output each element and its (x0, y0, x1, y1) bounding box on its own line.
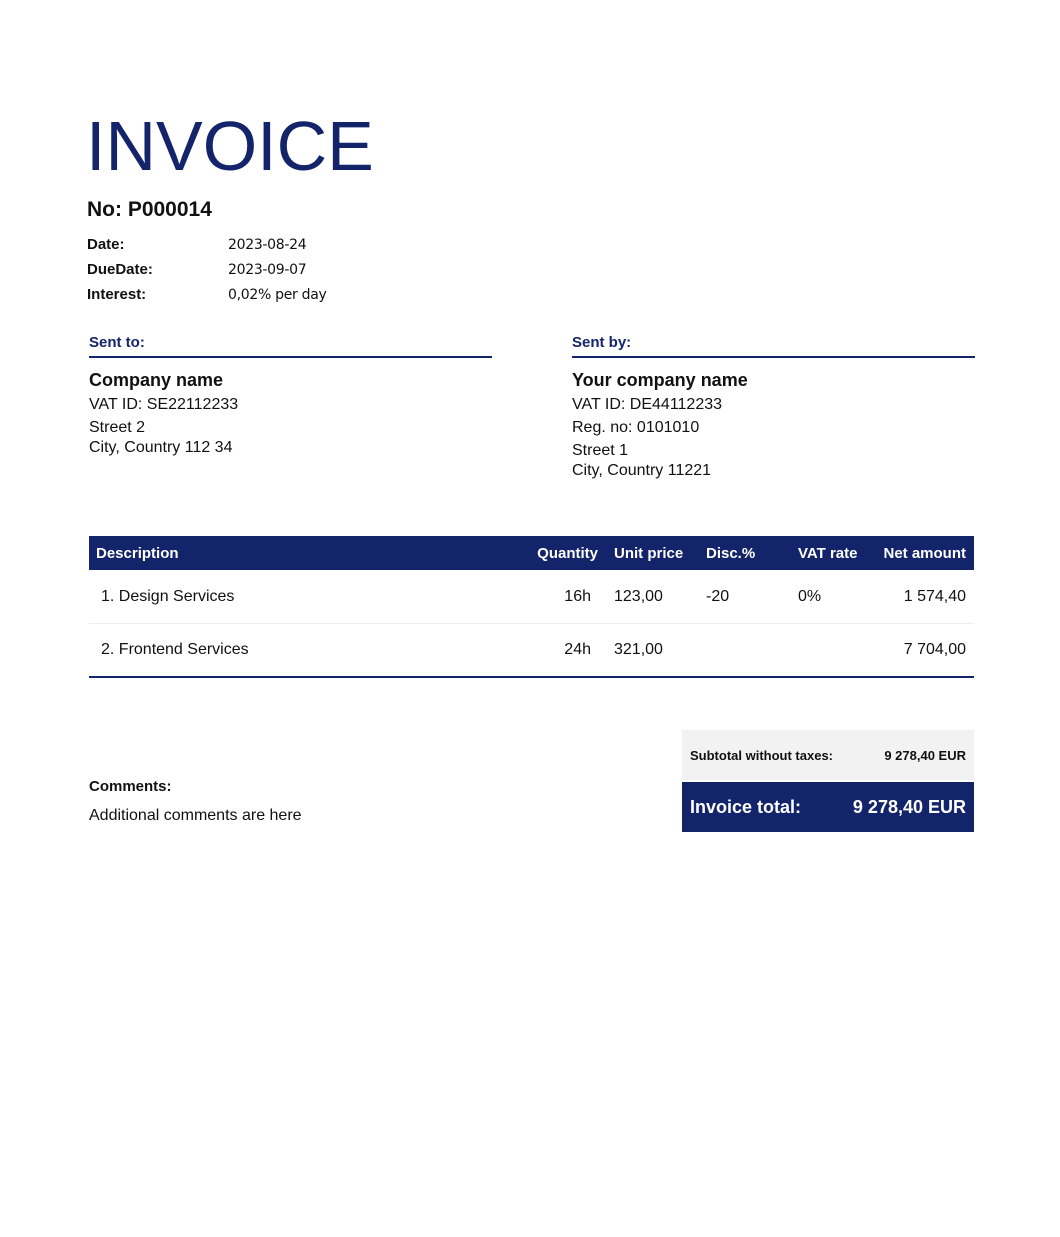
comments-label: Comments: (89, 778, 172, 795)
column-header-discount: Disc.% (706, 544, 756, 562)
column-header-vat-rate: VAT rate (798, 544, 858, 562)
cell-vat-rate: 0% (798, 587, 822, 605)
invoice-total-row (682, 782, 974, 832)
sent-to-block (89, 334, 492, 457)
sender-street: Street 1 (572, 442, 629, 459)
column-header-unit-price: Unit price (614, 544, 684, 562)
sender-city: City, Country 11221 (572, 462, 712, 479)
column-header-description: Description (96, 544, 179, 562)
invoice-total-value: 9 278,40 EUR (852, 796, 966, 817)
meta-label: Interest: (87, 286, 147, 303)
cell-quantity: 24h (564, 641, 591, 658)
meta-row-due-date (87, 257, 326, 282)
meta-value: 2023-08-24 (228, 236, 307, 253)
meta-row-date (87, 232, 326, 257)
meta-label: DueDate: (87, 261, 153, 278)
cell-discount: -20 (706, 587, 730, 605)
table-row (89, 570, 974, 623)
meta-value: 0,02% per day (228, 286, 327, 303)
totals-box (682, 730, 974, 832)
recipient-vat: VAT ID: SE22112233 (89, 396, 239, 413)
meta-row-interest (87, 282, 326, 307)
sender-vat: VAT ID: DE44112233 (572, 396, 723, 413)
sender-name: Your company name (572, 370, 748, 390)
cell-net-amount: 1 574,40 (903, 587, 966, 605)
comments-section (89, 778, 302, 825)
recipient-name: Company name (89, 370, 224, 390)
invoice-title: INVOICE (86, 107, 374, 185)
subtotal-row (682, 730, 974, 780)
column-header-quantity: Quantity (537, 544, 598, 562)
invoice-number: No: P000014 (87, 198, 212, 221)
cell-net-amount: 7 704,00 (903, 641, 966, 658)
invoice-meta (87, 232, 326, 307)
cell-unit-price: 321,00 (614, 641, 663, 658)
table-header (89, 536, 974, 570)
meta-label: Date: (87, 236, 125, 253)
recipient-city: City, Country 112 34 (89, 439, 233, 456)
sent-to-heading: Sent to: (89, 334, 492, 358)
line-items-table (89, 536, 974, 678)
sent-by-block (572, 334, 975, 480)
meta-value: 2023-09-07 (228, 261, 307, 278)
cell-quantity: 16h (564, 587, 591, 605)
subtotal-value: 9 278,40 EUR (884, 747, 966, 763)
column-header-net-amount: Net amount (883, 544, 966, 562)
table-row (89, 623, 974, 676)
invoice-total-label: Invoice total: (690, 796, 802, 817)
cell-description: 1. Design Services (101, 587, 235, 605)
comments-text: Additional comments are here (89, 807, 302, 824)
recipient-street: Street 2 (89, 419, 146, 436)
sent-by-heading: Sent by: (572, 334, 975, 358)
cell-description: 2. Frontend Services (101, 641, 249, 658)
subtotal-label: Subtotal without taxes: (690, 747, 833, 763)
cell-unit-price: 123,00 (614, 587, 663, 605)
sender-reg-no: Reg. no: 0101010 (572, 419, 700, 436)
